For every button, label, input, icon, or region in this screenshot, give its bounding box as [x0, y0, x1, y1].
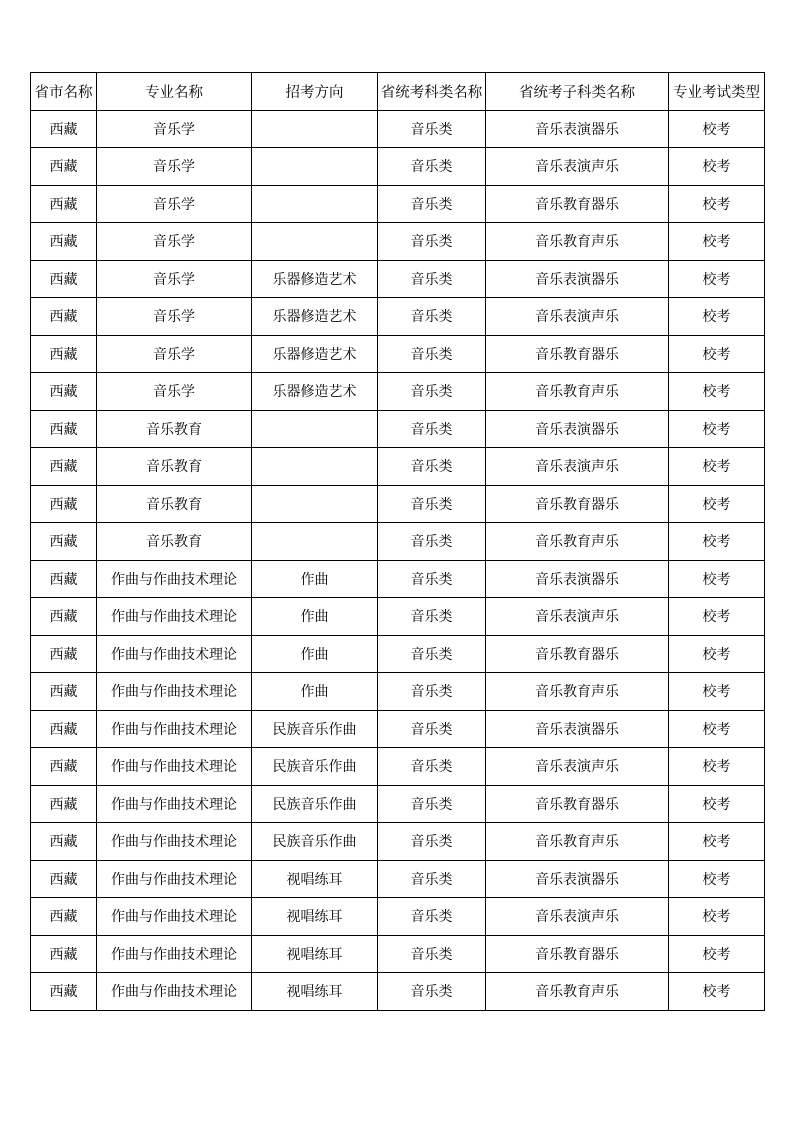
cell-direction: 视唱练耳: [252, 935, 378, 973]
header-exam-type: 专业考试类型: [669, 73, 765, 111]
cell-major: 作曲与作曲技术理论: [97, 710, 252, 748]
cell-direction: [252, 448, 378, 486]
cell-exam-type: 校考: [669, 485, 765, 523]
cell-province: 西藏: [31, 223, 97, 261]
cell-major: 音乐教育: [97, 523, 252, 561]
cell-exam-category: 音乐类: [378, 523, 486, 561]
cell-exam-category: 音乐类: [378, 860, 486, 898]
cell-exam-type: 校考: [669, 973, 765, 1011]
cell-exam-type: 校考: [669, 598, 765, 636]
cell-direction: 视唱练耳: [252, 898, 378, 936]
cell-exam-category: 音乐类: [378, 148, 486, 186]
cell-major: 音乐教育: [97, 485, 252, 523]
cell-exam-category: 音乐类: [378, 598, 486, 636]
cell-direction: 乐器修造艺术: [252, 298, 378, 336]
cell-exam-type: 校考: [669, 935, 765, 973]
cell-province: 西藏: [31, 485, 97, 523]
table-row: [31, 148, 765, 186]
cell-direction: 视唱练耳: [252, 860, 378, 898]
cell-exam-category: 音乐类: [378, 748, 486, 786]
cell-exam-subcategory: 音乐表演器乐: [486, 110, 669, 148]
cell-direction: [252, 148, 378, 186]
table-row: [31, 673, 765, 711]
cell-province: 西藏: [31, 335, 97, 373]
cell-exam-subcategory: 音乐表演声乐: [486, 748, 669, 786]
cell-exam-subcategory: 音乐教育器乐: [486, 785, 669, 823]
cell-exam-type: 校考: [669, 860, 765, 898]
cell-major: 音乐学: [97, 110, 252, 148]
cell-exam-type: 校考: [669, 635, 765, 673]
cell-province: 西藏: [31, 860, 97, 898]
cell-exam-type: 校考: [669, 110, 765, 148]
cell-exam-category: 音乐类: [378, 448, 486, 486]
table-row: [31, 523, 765, 561]
table-header: [31, 73, 765, 111]
cell-direction: 民族音乐作曲: [252, 823, 378, 861]
cell-exam-subcategory: 音乐表演器乐: [486, 410, 669, 448]
cell-exam-subcategory: 音乐教育器乐: [486, 185, 669, 223]
cell-direction: 作曲: [252, 598, 378, 636]
cell-exam-subcategory: 音乐教育声乐: [486, 823, 669, 861]
table-row: [31, 710, 765, 748]
header-row: [31, 73, 765, 111]
cell-exam-category: 音乐类: [378, 973, 486, 1011]
header-exam-subcategory: 省统考子科类名称: [486, 73, 669, 111]
cell-major: 音乐学: [97, 335, 252, 373]
cell-exam-subcategory: 音乐表演声乐: [486, 148, 669, 186]
cell-province: 西藏: [31, 823, 97, 861]
cell-direction: 民族音乐作曲: [252, 748, 378, 786]
cell-major: 作曲与作曲技术理论: [97, 673, 252, 711]
table-row: [31, 110, 765, 148]
table-row: [31, 485, 765, 523]
cell-major: 作曲与作曲技术理论: [97, 748, 252, 786]
cell-direction: [252, 223, 378, 261]
cell-exam-type: 校考: [669, 448, 765, 486]
cell-direction: [252, 410, 378, 448]
cell-exam-subcategory: 音乐教育声乐: [486, 973, 669, 1011]
cell-exam-category: 音乐类: [378, 635, 486, 673]
cell-province: 西藏: [31, 298, 97, 336]
cell-major: 作曲与作曲技术理论: [97, 598, 252, 636]
cell-direction: 民族音乐作曲: [252, 710, 378, 748]
cell-exam-category: 音乐类: [378, 898, 486, 936]
cell-province: 西藏: [31, 373, 97, 411]
table-row: [31, 373, 765, 411]
cell-province: 西藏: [31, 148, 97, 186]
cell-exam-subcategory: 音乐表演声乐: [486, 298, 669, 336]
cell-province: 西藏: [31, 260, 97, 298]
cell-major: 音乐学: [97, 148, 252, 186]
cell-exam-type: 校考: [669, 748, 765, 786]
table-row: [31, 410, 765, 448]
cell-exam-type: 校考: [669, 823, 765, 861]
table-row: [31, 748, 765, 786]
cell-exam-category: 音乐类: [378, 710, 486, 748]
cell-province: 西藏: [31, 710, 97, 748]
cell-province: 西藏: [31, 898, 97, 936]
cell-exam-subcategory: 音乐表演声乐: [486, 448, 669, 486]
table-row: [31, 973, 765, 1011]
cell-direction: 作曲: [252, 560, 378, 598]
cell-major: 作曲与作曲技术理论: [97, 635, 252, 673]
cell-major: 音乐学: [97, 185, 252, 223]
cell-direction: 作曲: [252, 673, 378, 711]
cell-exam-category: 音乐类: [378, 785, 486, 823]
cell-major: 音乐学: [97, 223, 252, 261]
cell-direction: 视唱练耳: [252, 973, 378, 1011]
cell-direction: [252, 110, 378, 148]
cell-exam-type: 校考: [669, 298, 765, 336]
cell-exam-category: 音乐类: [378, 185, 486, 223]
cell-exam-subcategory: 音乐表演声乐: [486, 898, 669, 936]
cell-exam-type: 校考: [669, 223, 765, 261]
header-province: 省市名称: [31, 73, 97, 111]
cell-direction: [252, 523, 378, 561]
table-row: [31, 785, 765, 823]
cell-exam-subcategory: 音乐教育声乐: [486, 223, 669, 261]
cell-exam-category: 音乐类: [378, 110, 486, 148]
cell-exam-category: 音乐类: [378, 410, 486, 448]
cell-province: 西藏: [31, 448, 97, 486]
cell-major: 音乐教育: [97, 448, 252, 486]
cell-exam-type: 校考: [669, 673, 765, 711]
cell-exam-category: 音乐类: [378, 673, 486, 711]
cell-exam-subcategory: 音乐教育器乐: [486, 635, 669, 673]
cell-major: 作曲与作曲技术理论: [97, 785, 252, 823]
cell-exam-type: 校考: [669, 185, 765, 223]
cell-exam-subcategory: 音乐教育器乐: [486, 935, 669, 973]
cell-exam-category: 音乐类: [378, 335, 486, 373]
cell-province: 西藏: [31, 560, 97, 598]
cell-exam-subcategory: 音乐表演声乐: [486, 598, 669, 636]
cell-major: 音乐教育: [97, 410, 252, 448]
cell-province: 西藏: [31, 523, 97, 561]
table-row: [31, 448, 765, 486]
cell-exam-type: 校考: [669, 560, 765, 598]
cell-province: 西藏: [31, 748, 97, 786]
cell-major: 音乐学: [97, 260, 252, 298]
cell-exam-type: 校考: [669, 260, 765, 298]
table-row: [31, 823, 765, 861]
cell-direction: 民族音乐作曲: [252, 785, 378, 823]
cell-province: 西藏: [31, 598, 97, 636]
cell-major: 作曲与作曲技术理论: [97, 898, 252, 936]
cell-major: 音乐学: [97, 298, 252, 336]
cell-exam-type: 校考: [669, 148, 765, 186]
cell-province: 西藏: [31, 935, 97, 973]
cell-exam-type: 校考: [669, 373, 765, 411]
cell-exam-type: 校考: [669, 710, 765, 748]
cell-direction: [252, 485, 378, 523]
table-row: [31, 223, 765, 261]
admissions-table: [30, 72, 765, 1011]
cell-exam-subcategory: 音乐教育器乐: [486, 335, 669, 373]
cell-major: 作曲与作曲技术理论: [97, 973, 252, 1011]
table-row: [31, 935, 765, 973]
cell-province: 西藏: [31, 673, 97, 711]
cell-province: 西藏: [31, 973, 97, 1011]
cell-exam-category: 音乐类: [378, 485, 486, 523]
cell-major: 音乐学: [97, 373, 252, 411]
cell-exam-subcategory: 音乐表演器乐: [486, 260, 669, 298]
cell-province: 西藏: [31, 785, 97, 823]
table-row: [31, 635, 765, 673]
cell-major: 作曲与作曲技术理论: [97, 935, 252, 973]
cell-exam-category: 音乐类: [378, 223, 486, 261]
header-major: 专业名称: [97, 73, 252, 111]
cell-exam-type: 校考: [669, 785, 765, 823]
cell-exam-subcategory: 音乐教育声乐: [486, 673, 669, 711]
cell-exam-subcategory: 音乐教育器乐: [486, 485, 669, 523]
cell-exam-subcategory: 音乐表演器乐: [486, 860, 669, 898]
cell-direction: 乐器修造艺术: [252, 373, 378, 411]
cell-exam-category: 音乐类: [378, 298, 486, 336]
cell-province: 西藏: [31, 110, 97, 148]
table-body: [31, 110, 765, 1010]
cell-exam-subcategory: 音乐教育声乐: [486, 373, 669, 411]
cell-direction: 乐器修造艺术: [252, 260, 378, 298]
cell-major: 作曲与作曲技术理论: [97, 823, 252, 861]
cell-province: 西藏: [31, 635, 97, 673]
cell-exam-category: 音乐类: [378, 260, 486, 298]
table-row: [31, 335, 765, 373]
cell-exam-type: 校考: [669, 898, 765, 936]
cell-direction: 乐器修造艺术: [252, 335, 378, 373]
cell-exam-subcategory: 音乐表演器乐: [486, 710, 669, 748]
table-row: [31, 185, 765, 223]
cell-major: 作曲与作曲技术理论: [97, 560, 252, 598]
table-row: [31, 298, 765, 336]
table-row: [31, 898, 765, 936]
header-direction: 招考方向: [252, 73, 378, 111]
cell-exam-type: 校考: [669, 523, 765, 561]
cell-exam-category: 音乐类: [378, 373, 486, 411]
cell-province: 西藏: [31, 185, 97, 223]
header-exam-category: 省统考科类名称: [378, 73, 486, 111]
cell-exam-category: 音乐类: [378, 560, 486, 598]
cell-major: 作曲与作曲技术理论: [97, 860, 252, 898]
cell-direction: 作曲: [252, 635, 378, 673]
cell-exam-type: 校考: [669, 335, 765, 373]
cell-exam-type: 校考: [669, 410, 765, 448]
cell-exam-subcategory: 音乐教育声乐: [486, 523, 669, 561]
table-row: [31, 598, 765, 636]
table-row: [31, 560, 765, 598]
table-row: [31, 260, 765, 298]
cell-direction: [252, 185, 378, 223]
table-row: [31, 860, 765, 898]
cell-exam-category: 音乐类: [378, 823, 486, 861]
cell-exam-category: 音乐类: [378, 935, 486, 973]
cell-province: 西藏: [31, 410, 97, 448]
cell-exam-subcategory: 音乐表演器乐: [486, 560, 669, 598]
